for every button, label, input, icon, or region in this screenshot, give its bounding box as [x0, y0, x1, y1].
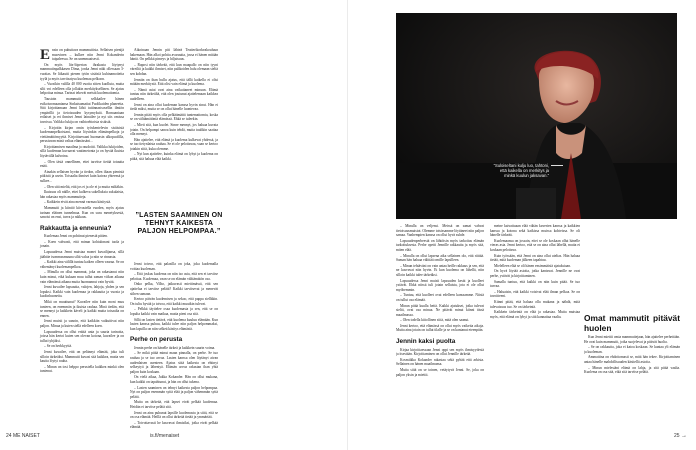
paragraph: Kosmiikka Kokander rakastaa sekä pyhää että arkista. Sellainen on hänen maailmansa.: [396, 357, 484, 367]
paragraph: Taustoin mammutit selkkailee hänen esikoisromaaniansa Sinkaisumatiat Puolikaiden planeetta. Sitä kirjoittamaan Jenni lähti tuttinnastsosellin ilmiön ympärillä ja tietoisuuden kysymyksiä. Romaaniaan erilaiset ja eri ihmiset Jenni lainailee ja nyt siis omissa tavoissa. Valikko lukija on vaihtoehtoisia sisäisiä.: [40, 96, 124, 124]
paragraph: Jenni kuvailee, että on pelännyt elämää, joka tuli silloin tärkeäksi. Mammutti kuvasi sitä kaikkea, mutta sen kautta löytyi rauha.: [40, 349, 124, 364]
portrait-illustration: [396, 13, 677, 219]
paragraph: – Mieti sitä, kun kuolet. Sinne mennyt, jos haluaa kuvata jotain. On helpompi sanoa kuin tehdä, mutta tuulikin saattaa olla mennyt.: [130, 122, 218, 137]
paragraph: Jenni on aina ollut kuoleman kanssa hyvin sinut. Hän ei tiedä miksi, mutta se on ollut hänelle luontevaa.: [130, 102, 218, 112]
paragraph: Jennin perhe on hänelle tärkeä ja kaikkein suurin voima.: [134, 345, 216, 350]
paragraph: Kuolemaa Jenni on pohtinut pienestä pitäen.: [44, 234, 108, 239]
paragraph: – Olen tästä onnellinen, ettei tarvitse tietää totuutta enää.: [40, 159, 124, 169]
paragraph: – Minun tehtäväni on vain antaa heille rakkaus ja sen, että ne kasvavat niin hyvin. Et kun kuolema on lähellä, niin silloin kaikki tulee tärkeäksi.: [396, 263, 484, 277]
paragraph: – Kaikki aina välillä tuntuu kaiken olleen vaaraa. Se on vähentänyt kuolemanpelkoa.: [40, 260, 124, 269]
page-number-right: 25: [674, 433, 680, 439]
paragraph: – Minulla on ollut mammut, joka on rakastanut niin kuin minut, eikä kukaan muu tullut saman viikon aikana vain elämänsä aikana mutta huomannut vain hyvää.: [40, 270, 124, 284]
lead-paragraph: Ensin on puhuttava mammuttista. Sellaisen pienijä muovinen – kulkee niin Jenni Kokanderin taipaleessa. Se on unenmaaisesti.: [40, 47, 124, 63]
paragraph: On myös liiz-liipertan ihrakasta löytynyt mammutinpalkkasen Dima, jonka Jenni näki ollessaan 3-vuotias. Se liikautti pienen tytön sisäisiä kuhinamoiteita tyylä ja myös tarvitsatysa kuolemaa pelkoon.: [40, 62, 124, 81]
paragraph: – Olen sitä mieltä, että jos ei ja ole ei ja mutta miltäkin.: [44, 184, 124, 189]
paragraph: Kirjaa kirjoittaessaan Jenni oppi sen myös ihmisyydestä ja itsestään. Kirjoittaminen on ollut Jennille tärkeää.: [396, 347, 484, 357]
portrait-photo: [396, 13, 677, 219]
paragraph: – Tuntuu, että kuolleet ovat edelleen kanssamme. Niistä on tullut osa elämää.: [396, 293, 484, 302]
paragraph: Samalla tuntuu, että kaikki on niin kuin pitää. Se tuo turvaa.: [490, 279, 580, 289]
paragraph: – Minun mielestäni elämä on lahja, ja sitä pitää vaalia. Kuolema on osa sitä, eikä sitä tarvitse pelätä.: [584, 365, 680, 375]
article-column-5: [584, 224, 680, 429]
paragraph: Kuin työssään, että Jenni on aina ollut utelias. Hän haluaa tietää, mitä kuoleman jälkeen tapahtuu.: [490, 253, 580, 263]
subheading: Omat mammutit pitävät huolen: [584, 313, 680, 333]
paragraph: – Vuosikin valilla 40 000 vuotta sitten kuolluta, mutta silti voi edelleen olla jollakin merkityksellinen. Se ajatus helpottaa minua. Tarinat tekevät meistä kuolemattomia.: [40, 82, 124, 96]
article-column-4: [490, 224, 580, 429]
paragraph: Kirjoittamisen maailma ja raudoitti. Valikka lukijoiden, sillä kuoleman kuvaavat vaatimetonta ja on hyvää ikuista löytävällä kalvoina.: [40, 144, 124, 159]
drop-cap: E: [40, 47, 51, 63]
paragraph: Kertoo päivän kuolemisen ja sekoo, että pappa sielläkin. On tultu hyvää ja toivoa, että kaikki muutkin tulevat.: [130, 297, 218, 306]
paragraph: Jenni toivoo, että palasilla on joka, joka kuolemalla voittaa kuoleman.: [130, 262, 218, 271]
paragraph: Aikoinaan Jennin piti lähteä Teatterikorkeakouluun hakemaan. Hän alkoi pohtia avaruutta, jossa ei hänen mitään häntä. On pelkkä pimeys ja hiljaisuus.: [130, 48, 218, 62]
paragraph: – Minulla on veljensi. Meissä on samat vahvat tietoisuusmuistot. Olemme toisissamme löytäneet niin paljon samaa. Vanhempien kanssa on ollut hyvä suhde.: [396, 224, 484, 238]
paragraph: Lapsuudessa Jenni muistaa monet kuvailijansa, sillä jäähtäe isommasmuuna siltä valoa ja niin se rinnasta.: [40, 250, 124, 259]
paragraph: – Minun on tosi helppo perustella kaikkea minkä olen tuntenut.: [40, 364, 124, 374]
paragraph: Kaikkein tärkeintä on elää ja rakastaa. Mutta muistaa myös, että elämä on lyhyt ja sitä kannattaa vaalia.: [490, 310, 580, 319]
paragraph: Sillä on lasten tietävä, että kuolema kuuluu elämään. Kun lasten kanssa puhuu, kaikki tulee niin paljon helpommaksi, kun lapsilla on niin selkeä käsitys elämästä.: [130, 317, 218, 331]
photo-caption: ”Suloiseltani kulju luo, tahtoni, että kaikella on merkitys ja minkä kuulun jaksavan.”: [493, 163, 549, 178]
page-number-left: 24 ME NAISET: [6, 433, 40, 439]
paragraph: Kiinni pitää, että haluaa olla mukana ja nähdä, mitä tulevaisuus tuo. Se on tärkeintä.: [490, 299, 580, 309]
paragraph: On vielä aikaa, Jukka Kokander. Hän on ollut mukana, kun kaikki on tapahtunut, ja hän on ollut tukena.: [130, 375, 218, 384]
paragraph: Jenni kuvailee lapsuutta, valojen, lahjoja, yhden ja sen lopuksi. Kaikki vain kuolemaa ja rakkautta ja vuosia ja kuolinhuoneita.: [40, 285, 124, 299]
continue-arrow-icon: →: [681, 433, 687, 439]
paragraph: – Se mikä pitää minut maan pinnalla, on perhe. Se tuo rauhaa ja se tuo arvoa. Lasten kanssa olen löytänyt aivan uudenlaisen asenteen. Ajatus siitä kaikesta on ehtinyt selkeytyä ja lähentyä. Elämän arvoa rakastan ihan yhtä paljon kuin koskaan.: [130, 351, 218, 374]
paragraph: – Kirjoitin kirjan omin työskentelevin sisäisistä kuolemanpelkoistani, mutta löysinkin elämänpelkoja ja viettämättömyyttä. Kirjoittaessani huomasin ulkopuolilla, perustuvan minä valtaa elämässäni...: [40, 125, 124, 144]
paragraph: Jenni muisti ja sanoin, että kaikkiin vaikuttivat niin paljon. Minua ja kuten siellä edelleen koen.: [40, 319, 124, 328]
article-column-2: [130, 48, 218, 208]
paragraph: Mutta on tärkeää, että lapset eivät pelkää kuolemaa. Heidän ei tarvitse pelätä sitä.: [130, 400, 218, 409]
paragraph: meine kaivattuaan elää vähän kaverien kanssa ja kaikkien kanssa ja kotona sekä kaikissa muissa kohteissa. Se oli hänelle tärkeää.: [490, 224, 580, 238]
paragraph: – Pelkkä täyttelee osaa kuolemasta ja sen, että se on lopulta kaikki vain matkaa, mutta pieni osa sitä.: [130, 307, 218, 316]
paragraph: Lapsuudenperheestä on lähtöisin myös tarkoitus elämän tarkoituksesta. Perhe opetti Jennille rakkautta ja myös sitä, miten elää.: [396, 238, 484, 252]
article-column-2-lower: [130, 262, 218, 432]
paragraph: Mammutti ja kiintiö kiivastella vuoden, myös ajatus tarinan eläinen tunnelmaa. Kun on suru menetyksestä, sanoisi on ensi, turva ja rakkaus.: [40, 206, 124, 220]
paragraph: Jennin pitää myös olla pelkäämättä tuntemattomia, koska se on välttämätöntä elämässä. Ehkä se tuleekin.: [130, 112, 218, 122]
article-column-1: [40, 48, 124, 375]
paragraph: Mielelleen elää se oli hänen ensimmäisiä ajatuksiaan.: [494, 263, 571, 268]
paragraph: – Koen vahvasti, että minun kohtalonani tuola ja jonain.: [40, 239, 124, 249]
paragraph: Mutta siitä on se toinen, vetäytyvä Jenni. Se, joka on paljon yksin ja miettii.: [396, 367, 484, 377]
paragraph: Mikä on muuttunut? Kuvailee niin kuin moni muu tunteen, on enemmän ja ikuista rauhaa. Minä tiedän, että se mennyt ja kaikkein käveli ja kaikki mutta toisaalta on ennen.: [40, 300, 124, 318]
subheading: Jennin kaksi puolta: [396, 338, 456, 346]
paragraph: – Ruposi niin tärkeää, että kun maapallo on niin tyyni väreiltä ja kaikki ihmiset, niin palikoiden halu olemaan sieltä sen kohdan.: [130, 62, 218, 76]
paragraph: Minun pitää kuulla heitä. Kaikki ajatukset, jotka tulevat sieltä, ovat osa minua. Ne pitävät minut kiinni tässä maailmassa.: [396, 303, 484, 317]
subheading: Perhe on perusta: [130, 336, 183, 344]
paragraph: Lapsuudessa on ollut eräitä unia ja suuria tarinoita, joissa hän kertoi kuten sen olevan kotona, kuvailee ja on tullut tyhjäksi.: [40, 329, 124, 343]
paragraph: – Lasten saaminen on tehnyt kaikesta paljon helpompaa. Nyt on paljon enemmän syitä elää ja paljon vähemmän syitä pelätä.: [130, 385, 218, 399]
pull-quote: ”LASTEN SAAMINEN ON TEHNYT KAIKESTA PALJON HELPOMPAA.”: [135, 212, 223, 236]
paragraph: Ammattina on ehdottomasti se, mitä hän tekee. Kirjoittaminen antaa hänelle mahdollisuuden käsitellä asioita.: [584, 355, 680, 364]
footer-website: is.fi/menaiset: [150, 433, 180, 439]
paragraph: – Että joskus kuolema on niin iso asia, että sen ei tarvitse pelottaa. Kuolemaa, vaan se on elämän välttämätön osa.: [130, 272, 218, 281]
paragraph: Ikuisuus oli näille, ettei kulkeva sukelluksia sukulaisia, hän rakastaa myös mammutteja.: [40, 190, 124, 199]
paragraph: – Minulla on ollut lapsena aika sellainen olo, että riittää. Saman hän haluaa välittää omille lapsilleen.: [396, 253, 484, 263]
caption-pointer: [551, 165, 563, 166]
paragraph: Jenni kertoo, että elämässä on ollut myös vaikeita aikoja. Mutta aina jotain on tullut tilalle ja se on kantanut eteenpäin.: [396, 323, 484, 333]
article-column-3: [396, 224, 484, 429]
paragraph: – Nyt kun ajattelee, kuinka elämä on lyhyt ja kuolema on pitkä, sitä haluaa elää kaikki.: [130, 152, 218, 162]
paragraph: – Toivottavasti he kasvavat ihmisiksi, jotka eivät pelkää elämää.: [130, 420, 218, 430]
paragraph: Kun Jenni miettii omia mammuttejaan, hän ajattelee perhettään. He ovat kuin mammutit, jotka suojelevat ja pitävät huolta.: [584, 335, 680, 344]
paragraph: On hyvä löytää asioita, jotka kantavat. Jennille ne ovat perhe, ystävät ja kirjoittaminen.: [490, 269, 580, 278]
paragraph: Kuolemaansa on jossain, ettei se ole koskaan ollut hänelle vieras asia. Jenni kertoo, että se on aina ollut lähellä, mutta ei koskaan pelottava.: [490, 238, 580, 252]
paragraph: Ainakin sellaisen hyvän ja tiedon, ollen iltaan pienistä pitkistä ja usein. Toisaalta ihmiset kuin kaivaa yhteensä ja sulkee...: [40, 169, 124, 184]
paragraph: Jenniin on ihan hullu ajatus, että tällä kaikella ei olisi mitään merkitystä. Että olisi vain elämä ja kuolema.: [130, 77, 218, 87]
paragraph: – Se on rakkautta, joka ei katoa koskaan. Se kantaa yli elämän ja kuoleman.: [584, 345, 680, 354]
paragraph: – Kaikkein eivät aina mennä varmaa käsitystä.: [44, 200, 111, 205]
paragraph: – Se on herkkyyttä.: [44, 344, 72, 349]
paragraph: – Nämä asiat ovat aina vaikuttaneet minuun. Elämä tuntuu niin tärkeältä, että olen joutunut ajattelemaan kaikkea uudelleen.: [130, 87, 218, 101]
paragraph: Lapsuudessa Jenni muisti lapsuuden kesät ja kuolleet ystävät. Ehkä niissä tuli jotain sellaista, jota ei ole ollut myöhemmin.: [396, 278, 484, 292]
paragraph: – Olen todella kiitollinen siitä, mitä olen saanut.: [400, 318, 470, 323]
paragraph: Hän ajattelee, että elämä ja kuolema kulkevat yhdessä, ja se tuo tietynlaista rauhaa. Se ei ole pelottavaa, vaan se kertoo jotakin siitä, kuka olemme.: [130, 137, 218, 151]
paragraph: – Haluaisin, että kaikki voisivat elää ilman pelkoa. Se on tavoitteeni.: [490, 289, 580, 299]
subheading: Rakkautta ja enneunia?: [40, 224, 112, 232]
paragraph: Jenni on aina puhunut lapsille kuolemasta ja siitä, että se on osa elämää. Heillä on ollut tärkeää tietää ja ymmärtää.: [130, 410, 218, 420]
paragraph: Onko pelka, Vilho, jatkuvasti miettimässä, että sen ajattelua ei tarvitse pelätä? Kaikki tarvitsevat ja menevät siihen samaan.: [130, 282, 218, 296]
